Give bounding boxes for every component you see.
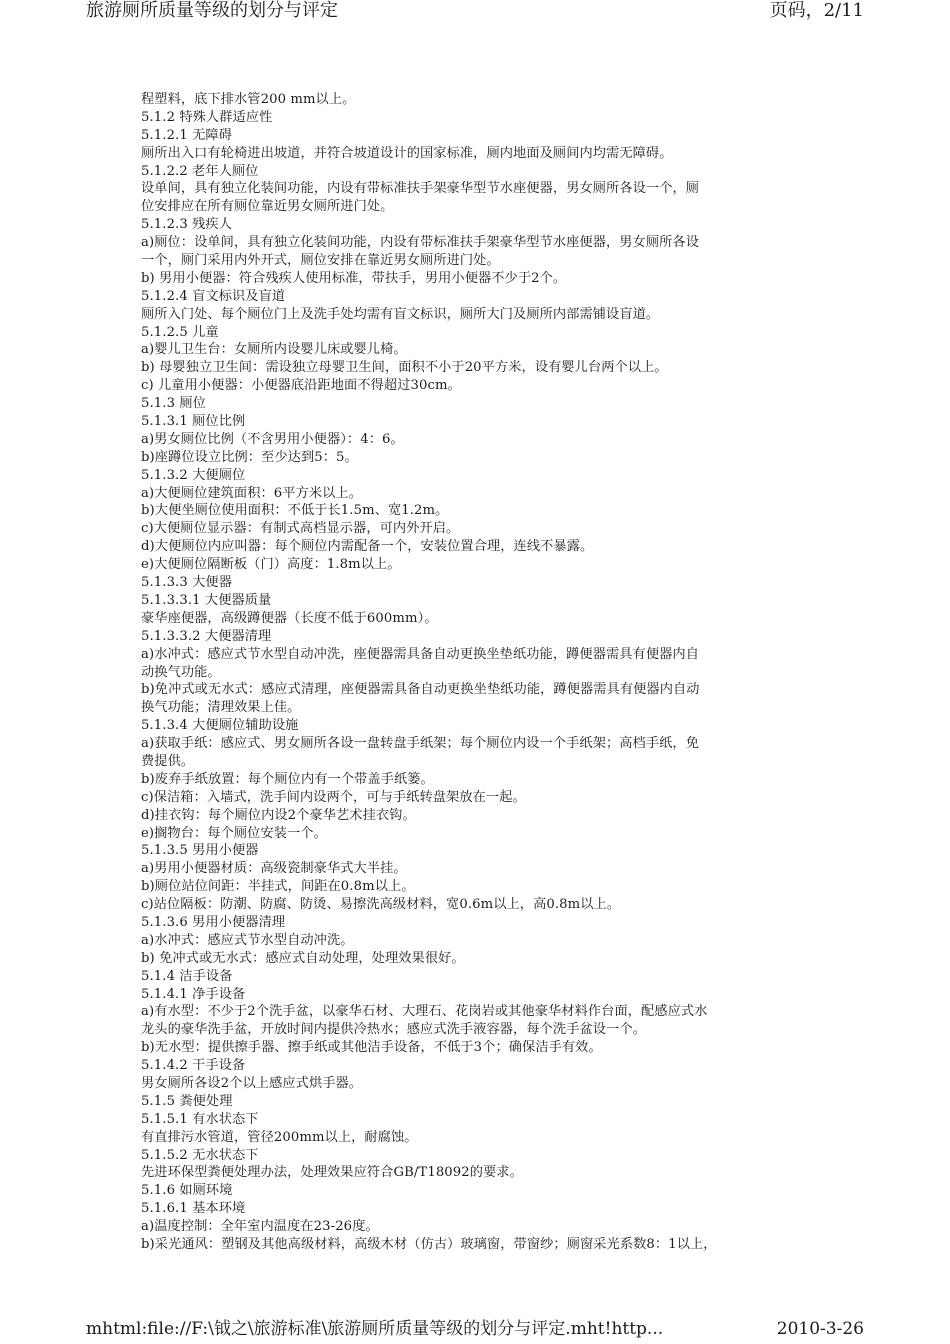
text-line: 5.1.4.1 净手设备	[141, 986, 246, 1002]
text-line: 有直排污水管道，管径200mm以上，耐腐蚀。	[141, 1129, 418, 1145]
text-line: b) 免冲式或无水式：感应式自动处理，处理效果很好。	[141, 950, 465, 966]
page-number: 页码，2/11	[769, 0, 864, 21]
text-line: a)婴儿卫生台：女厕所内设婴儿床或婴儿椅。	[141, 342, 407, 358]
source-path: mhtml:file://F:\钺之\旅游标准\旅游厕所质量等级的划分与评定.mht!http...	[86, 1319, 664, 1339]
text-line: c) 儿童用小便器：小便器底沿距地面不得超过30cm。	[141, 378, 461, 394]
text-line: 5.1.6.1 基本环境	[141, 1201, 246, 1217]
page-header	[0, 0, 950, 26]
text-line: b)采光通风：塑钢及其他高级材料，高级木材（仿古）玻璃窗，带窗纱；厕窗采光系数8：1以上，	[141, 1237, 717, 1252]
text-line: e)大便厕位隔断板（门）高度：1.8m以上。	[141, 557, 401, 573]
text-line: a)男女厕位比例（不含男用小便器）：4：6。	[141, 431, 404, 447]
text-line: 5.1.4 洁手设备	[141, 968, 233, 984]
text-line: b) 男用小便器：符合残疾人使用标准，带扶手，男用小便器不少于2个。	[141, 270, 567, 286]
text-line: 5.1.3.2 大便厕位	[141, 467, 246, 483]
text-line: b)座蹲位设立比例：至少达到5：5。	[141, 449, 358, 465]
text-line: 5.1.3.3.1 大便器质量	[141, 592, 272, 608]
print-date: 2010-3-26	[776, 1319, 864, 1339]
text-line: b)免冲式或无水式：感应式清理，座便器需具备自动更换坐垫纸功能，蹲便器需具有便器内自动	[141, 682, 700, 698]
text-line: 5.1.2.4 盲文标识及盲道	[141, 288, 286, 304]
text-line: a)男用小便器材质：高级瓷制豪华式大半挂。	[141, 861, 407, 877]
text-line: a)温度控制：全年室内温度在23-26度。	[141, 1219, 379, 1235]
text-line: 5.1.3.4 大便厕位辅助设施	[141, 718, 299, 734]
text-line: 5.1.3.3.2 大便器清理	[141, 628, 272, 644]
text-line: e)搁物台：每个厕位安装一个。	[141, 825, 327, 841]
text-line: c)大便厕位显示器：有制式高档显示器，可内外开启。	[141, 521, 460, 537]
text-line: c)保洁箱：入墙式，洗手间内设两个，可与手纸转盘架放在一起。	[141, 789, 526, 805]
text-line: 5.1.3.6 男用小便器清理	[141, 914, 286, 930]
text-line: d)大便厕位内应叫器：每个厕位内需配备一个，安装位置合理，连线不暴露。	[141, 539, 594, 555]
text-line: a)水冲式：感应式节水型自动冲洗。	[141, 932, 354, 948]
text-line: b)厕位站位间距：半挂式，间距在0.8m以上。	[141, 879, 415, 895]
text-line: a)大便厕位建筑面积：6平方米以上。	[141, 485, 363, 501]
text-line: 5.1.2.3 残疾人	[141, 217, 232, 233]
text-line: 5.1.4.2 干手设备	[141, 1058, 246, 1074]
text-line: c)站位隔板：防潮、防腐、防烫、易擦洗高级材料，宽0.6m以上，高0.8m以上。	[141, 897, 621, 913]
text-line: b)废弃手纸放置：每个厕位内有一个带盖手纸篓。	[141, 771, 434, 787]
text-line: 5.1.3.3 大便器	[141, 575, 232, 591]
text-line: 男女厕所各设2个以上感应式烘手器。	[141, 1075, 363, 1091]
text-line: 费提供。	[141, 753, 195, 769]
document-body	[141, 91, 821, 1254]
text-line: b)大便坐厕位使用面积：不低于长1.5m、宽1.2m。	[141, 503, 449, 519]
document-title: 旅游厕所质量等级的划分与评定	[86, 0, 338, 21]
page-footer	[0, 1318, 950, 1342]
text-line: a)水冲式：感应式节水型自动冲洗，座便器需具备自动更换坐垫纸功能，蹲便器需具有便器内自	[141, 646, 699, 662]
text-line: 设单间，具有独立化装间功能，内设有带标准扶手架豪华型节水座便器，男女厕所各设一个，厕	[141, 181, 700, 197]
text-line: 厕所出入口有轮椅进出坡道，并符合坡道设计的国家标准，厕内地面及厕间内均需无障碍。	[141, 145, 673, 161]
text-line: d)挂衣钩：每个厕位内设2个豪华艺术挂衣钩。	[141, 807, 416, 823]
text-line: 豪华座便器，高级蹲便器（长度不低于600mm）。	[141, 610, 438, 626]
text-line: a)获取手纸：感应式、男女厕所各设一盘转盘手纸架；每个厕位内设一个手纸架；高档手纸，免	[141, 736, 699, 752]
text-line: 5.1.3.5 男用小便器	[141, 843, 259, 859]
text-line: 5.1.2 特殊人群适应性	[141, 109, 273, 125]
text-line: 5.1.2.1 无障碍	[141, 127, 232, 143]
text-line: 5.1.5.1 有水状态下	[141, 1111, 259, 1127]
text-line: 先进环保型粪便处理办法，处理效果应符合GB/T18092的要求。	[141, 1165, 523, 1181]
text-line: 5.1.2.5 儿童	[141, 324, 219, 340]
text-line: 动换气功能。	[141, 664, 221, 680]
text-line: 5.1.5 粪便处理	[141, 1093, 233, 1109]
text-line: 位安排应在所有厕位靠近男女厕所进门处。	[141, 199, 394, 215]
text-line: 5.1.3 厕位	[141, 396, 206, 412]
text-line: 龙头的豪华洗手盆，开放时间内提供冷热水；感应式洗手液容器，每个洗手盆设一个。	[141, 1022, 646, 1038]
text-line: a)有水型：不少于2个洗手盆，以豪华石材、大理石、花岗岩或其他豪华材料作台面，配感应式水	[141, 1004, 708, 1020]
text-line: 5.1.2.2 老年人厕位	[141, 163, 259, 179]
text-line: 换气功能；清理效果上佳。	[141, 700, 301, 716]
text-line: 5.1.5.2 无水状态下	[141, 1147, 259, 1163]
text-line: 厕所入门处、每个厕位门上及洗手处均需有盲文标识，厕所大门及厕所内部需铺设盲道。	[141, 306, 660, 322]
text-line: 5.1.6 如厕环境	[141, 1183, 233, 1199]
text-line: 一个，厕门采用内外开式，厕位安排在靠近男女厕所进门处。	[141, 253, 500, 269]
text-line: a)厕位：设单间，具有独立化装间功能，内设有带标准扶手架豪华型节水座便器，男女厕所各设	[141, 235, 699, 251]
text-line: 5.1.3.1 厕位比例	[141, 414, 246, 430]
text-line: b)无水型：提供擦手器、擦手纸或其他洁手设备，不低于3个；确保洁手有效。	[141, 1040, 602, 1056]
text-line: b) 母婴独立卫生间：需设独立母婴卫生间，面积不小于20平方米，设有婴儿台两个以上。	[141, 360, 668, 376]
text-line: 程塑料，底下排水管200 mm以上。	[141, 92, 356, 107]
